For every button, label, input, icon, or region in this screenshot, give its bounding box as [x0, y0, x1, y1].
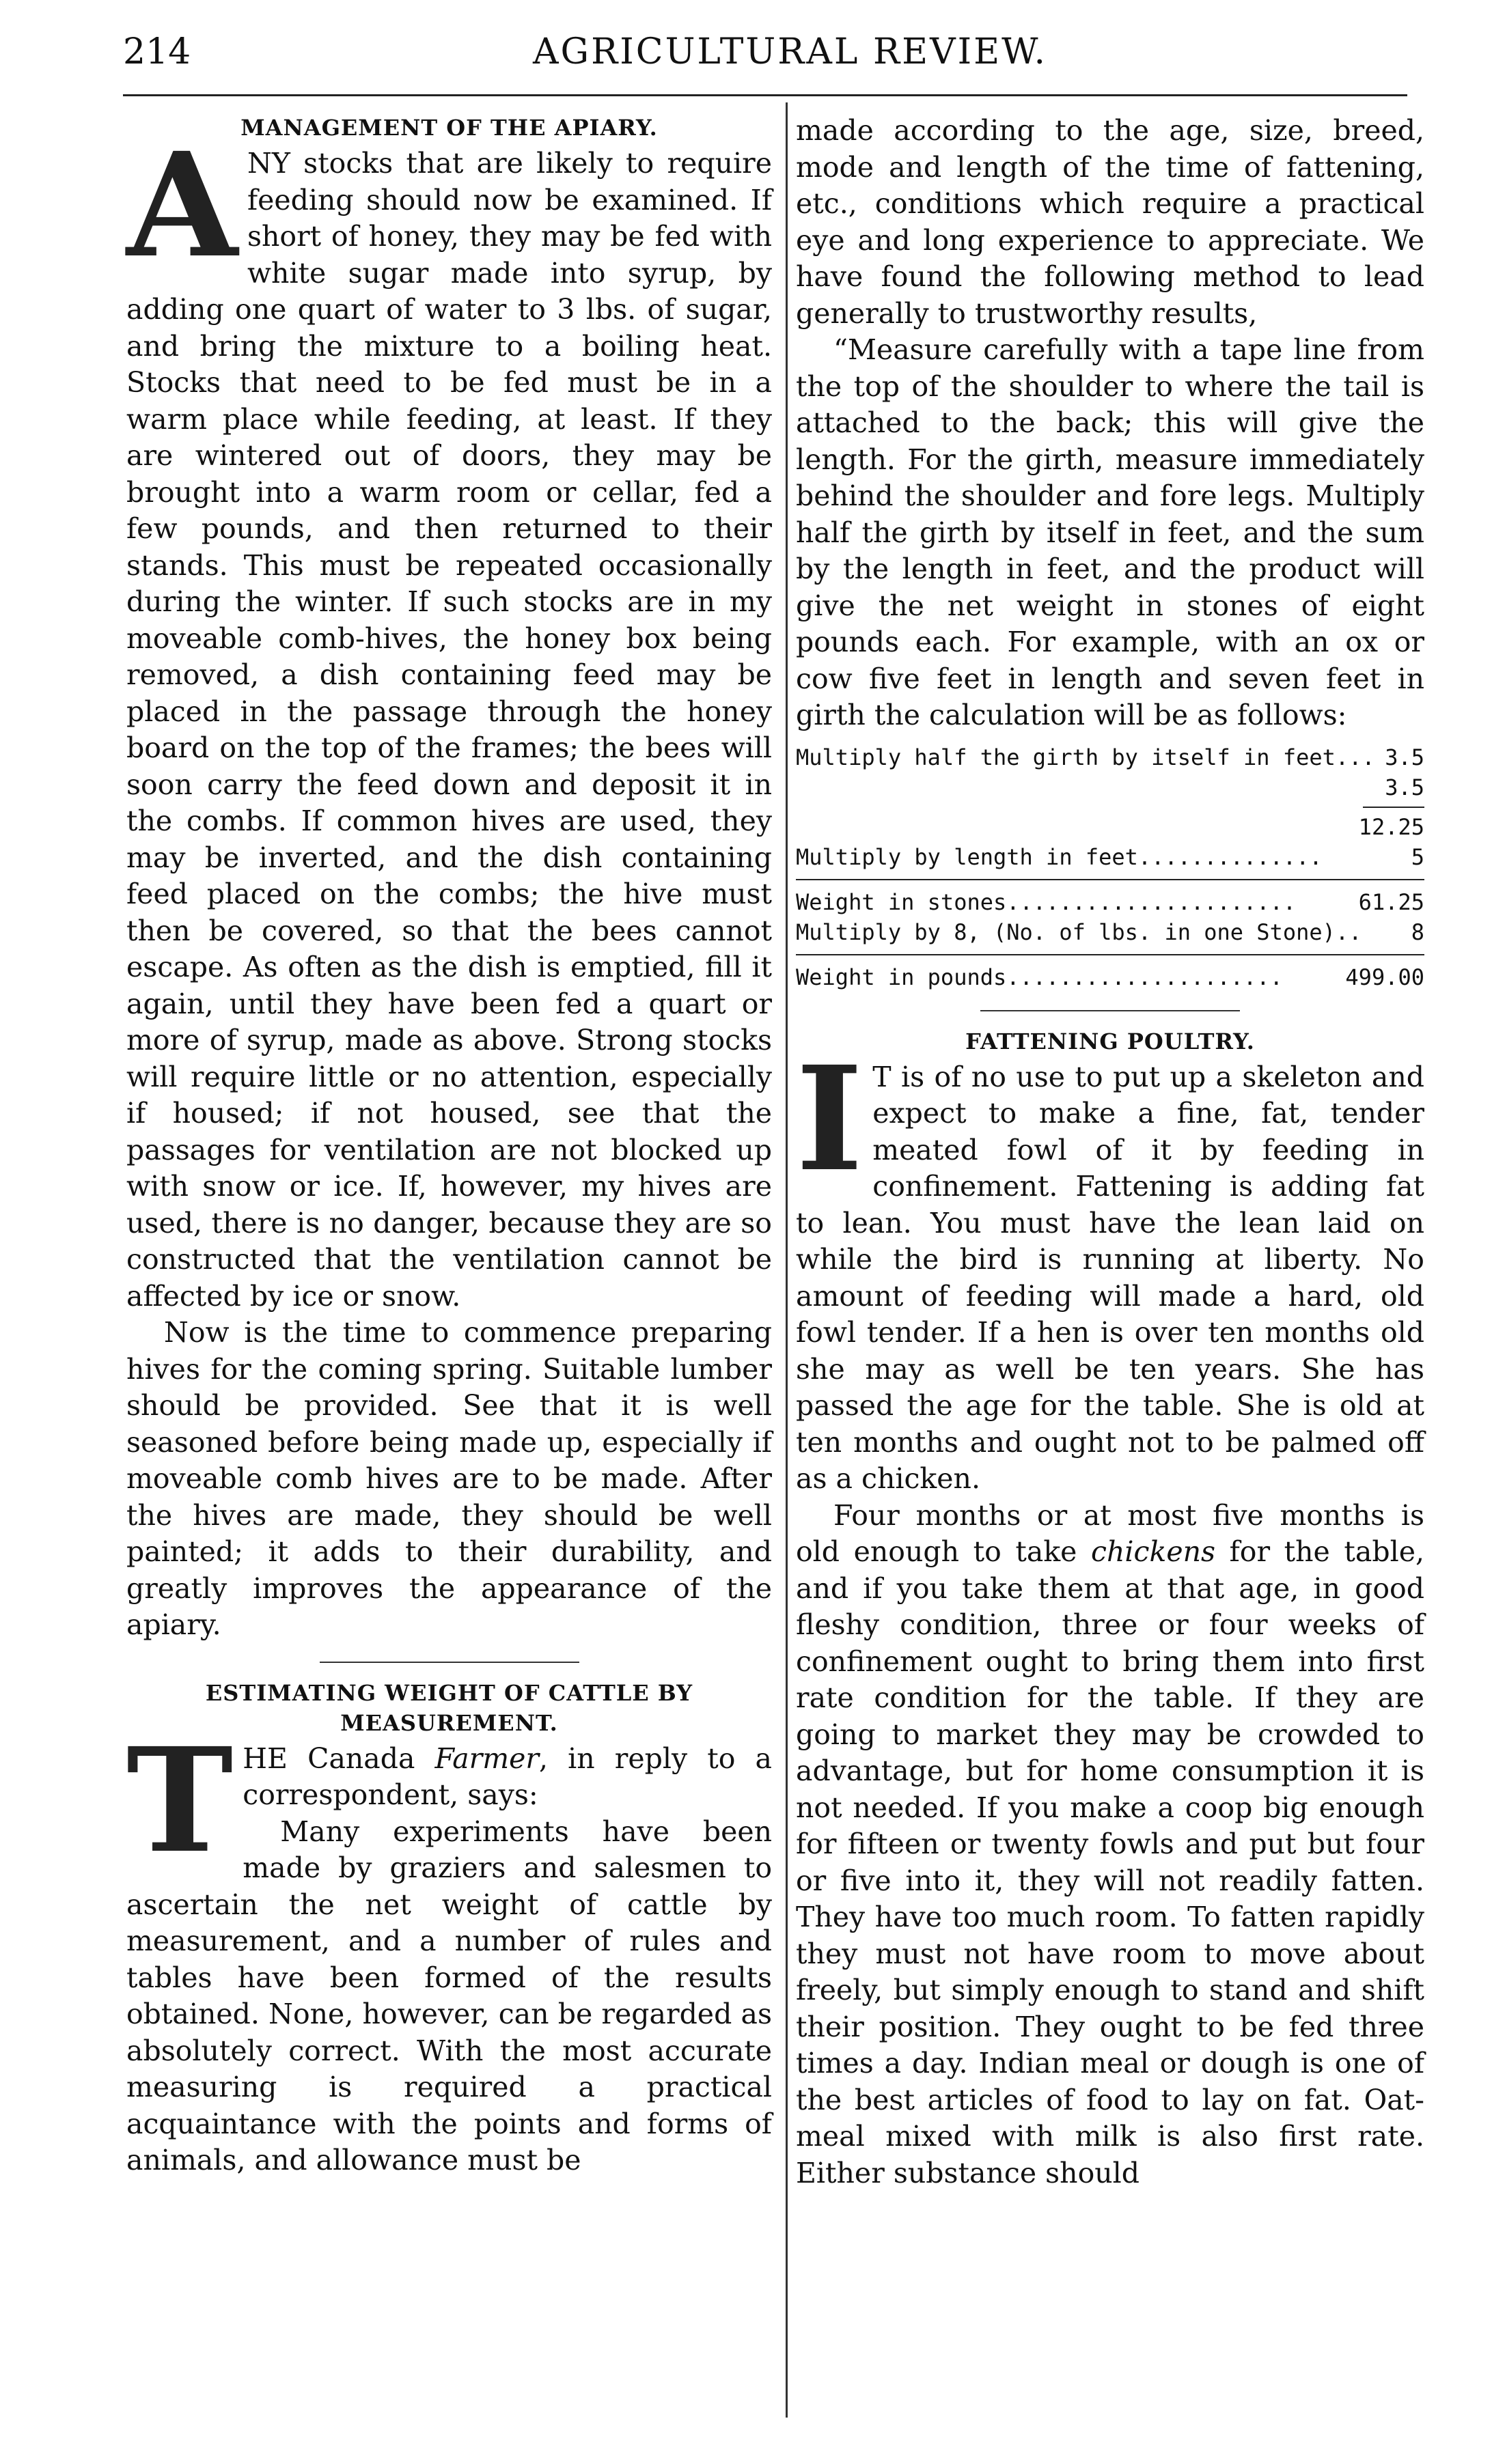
calc-row — [796, 742, 1424, 772]
calc-value: 12.25 — [1358, 813, 1424, 840]
calc-row — [796, 812, 1424, 842]
right-column — [796, 113, 1424, 2192]
calc-value: 8 — [1411, 919, 1424, 945]
column-divider — [786, 102, 788, 2418]
cattle-continued: made according to the age, size, breed, mode and length of the time of fattening, etc., conditions which require a practical eye and long experience to appreciate. We have found the following method to lead generally to trustworthy results, — [796, 114, 1424, 330]
running-head: AGRICULTURAL REVIEW. — [533, 31, 1048, 72]
apiary-paragraph-2: Now is the time to commence preparing hives for the coming spring. Suitable lumber should be provided. See that it is well seasoned before being made up, especially if moveable comb hives are to be made. After the hives are made, they should be well painted; it adds to their durability, and greatly improves the appearance of the apiary. — [126, 1316, 772, 1641]
calc-row — [796, 772, 1424, 802]
cattle-text-1b: , in reply to a correspondent, says: — [243, 1741, 772, 1811]
cattle-paragraph-2: Many experiments have been made by graziers and salesmen to ascertain the net weight of cattle by measurement, and a number of rules and tables have been formed of the results obtained. None, however, can be regarded as absolutely correct. With the most accurate measuring is required a practical acquaintance with the points and forms of animals, and allowance must be — [126, 1815, 772, 2176]
calc-value: 3.5 — [1385, 774, 1424, 800]
calc-label: Weight in stones...................... — [796, 888, 1297, 915]
poultry-paragraph-2 — [796, 1498, 1424, 2192]
header-rule — [123, 94, 1407, 96]
poultry-text-1: T is of no use to put up a skeleton and expect to make a fine, fat, tender meated fowl of it by feeding in confinement. Fattening is adding fat to lean. You must have the lean laid on while the bird is running at liberty. No amount of feeding will made a hard, old fowl tender. If a hen is over ten months old she may as well be ten years. She has passed the age for the table. She is old at ten months and ought not to be palmed off as a chicken. — [796, 1060, 1424, 1495]
cattle-title: ESTIMATING WEIGHT OF CATTLE BY MEASUREMENT. — [205, 1679, 693, 1736]
poultry-title: FATTENING POULTRY. — [965, 1028, 1255, 1054]
apiary-text-1: NY stocks that are likely to require feeding should now be examined. If short of honey, they may be fed with white sugar made into syrup, by adding one quart of water to 3 lbs. of sugar, and bring the mixture to a boiling heat. Stocks that need to be fed must be in a warm place while feeding, at least. If they are wintered out of doors, they may be brought into a warm room or cellar, fed a few pounds, and then returned to their stands. This must be repeated occasionally during the winter. If such stocks are in my moveable comb-hives, the honey box being removed, a dish containing feed may be placed in the passage through the honey board on the top of the frames; the bees will soon carry the feed down and deposit it in the combs. If common hives are used, they may be inverted, and the dish containing feed placed on the combs; the hive must then be covered, so that the bees cannot escape. As often as the dish is emptied, fill it again, until they have been fed a quart or more of syrup, made as above. Strong stocks will require little or no attention, especially if housed; if not housed, see that the passages for ventilation are not blocked up with snow or ice. If, however, my hives are used, there is no danger, because they are so constructed that the ventilation cannot be affected by ice or snow. — [126, 147, 772, 1313]
cattle-paragraph-1 — [126, 1716, 772, 1885]
section-rule — [320, 1662, 579, 1663]
apiary-title: MANAGEMENT OF THE APIARY. — [240, 115, 658, 141]
calc-row — [796, 842, 1424, 872]
calc-rule — [796, 879, 1424, 880]
calc-value: 499.00 — [1345, 964, 1424, 990]
poultry-dropcap: I — [796, 1034, 864, 1203]
cattle-text-1-italic: Farmer — [434, 1741, 539, 1775]
cattle-text-1a: HE Canada — [243, 1741, 435, 1775]
left-column — [126, 113, 772, 2179]
poultry-text-2-italic: chickens — [1091, 1535, 1216, 1568]
cattle-dropcap: T — [126, 1716, 234, 1885]
calc-label: Multiply half the girth by itself in feet... — [796, 744, 1375, 770]
calc-sum-line — [1363, 807, 1424, 808]
cattle-quote: “Measure carefully with a tape line from the top of the shoulder to where the tail is attached to the back; this will give the length. For the girth, measure immediately behind the shoulder and fore legs. Multiply half the girth by itself in feet, and the sum by the length in feet, and the product will give the net weight in stones of eight pounds each. For example, with an ox or cow five feet in length and seven feet in girth the calculation will be as follows: — [796, 333, 1424, 731]
calc-label: Multiply by 8, (No. of lbs. in one Stone).. — [796, 919, 1362, 945]
page-number: 214 — [123, 31, 191, 72]
calc-value: 5 — [1411, 843, 1424, 870]
calculation-table — [796, 742, 1424, 992]
calc-value: 61.25 — [1358, 888, 1424, 915]
calc-row — [796, 887, 1424, 917]
calc-rule — [796, 954, 1424, 955]
calc-label: Weight in pounds..................... — [796, 964, 1283, 990]
calc-row — [796, 917, 1424, 947]
page-header — [123, 26, 1407, 87]
apiary-dropcap: A — [126, 121, 238, 290]
poultry-text-2a: Four months or at most five months is old enough to take — [796, 1498, 1424, 1568]
calc-label: Multiply by length in feet.............. — [796, 843, 1323, 870]
poultry-text-2b: for the table, and if you take them at that age, in good fleshy condition, three or four weeks of confinement ought to bring them into first rate condition for the table. If they are going to market they may be crowded to advantage, but for home consumption it is not needed. If you make a coop big enough for fifteen or twenty fowls and put but four or five into it, they will not readily fatten. They have too much room. To fatten rapidly they must not have room to move about freely, but simply enough to stand and shift their position. They ought to be fed three times a day. Indian meal or dough is one of the best articles of food to lay on fat. Oat-meal mixed with milk is also first rate. Either substance should — [796, 1535, 1424, 2189]
calc-value: 3.5 — [1385, 744, 1424, 770]
calc-row — [796, 962, 1424, 992]
section-rule — [980, 1010, 1240, 1011]
